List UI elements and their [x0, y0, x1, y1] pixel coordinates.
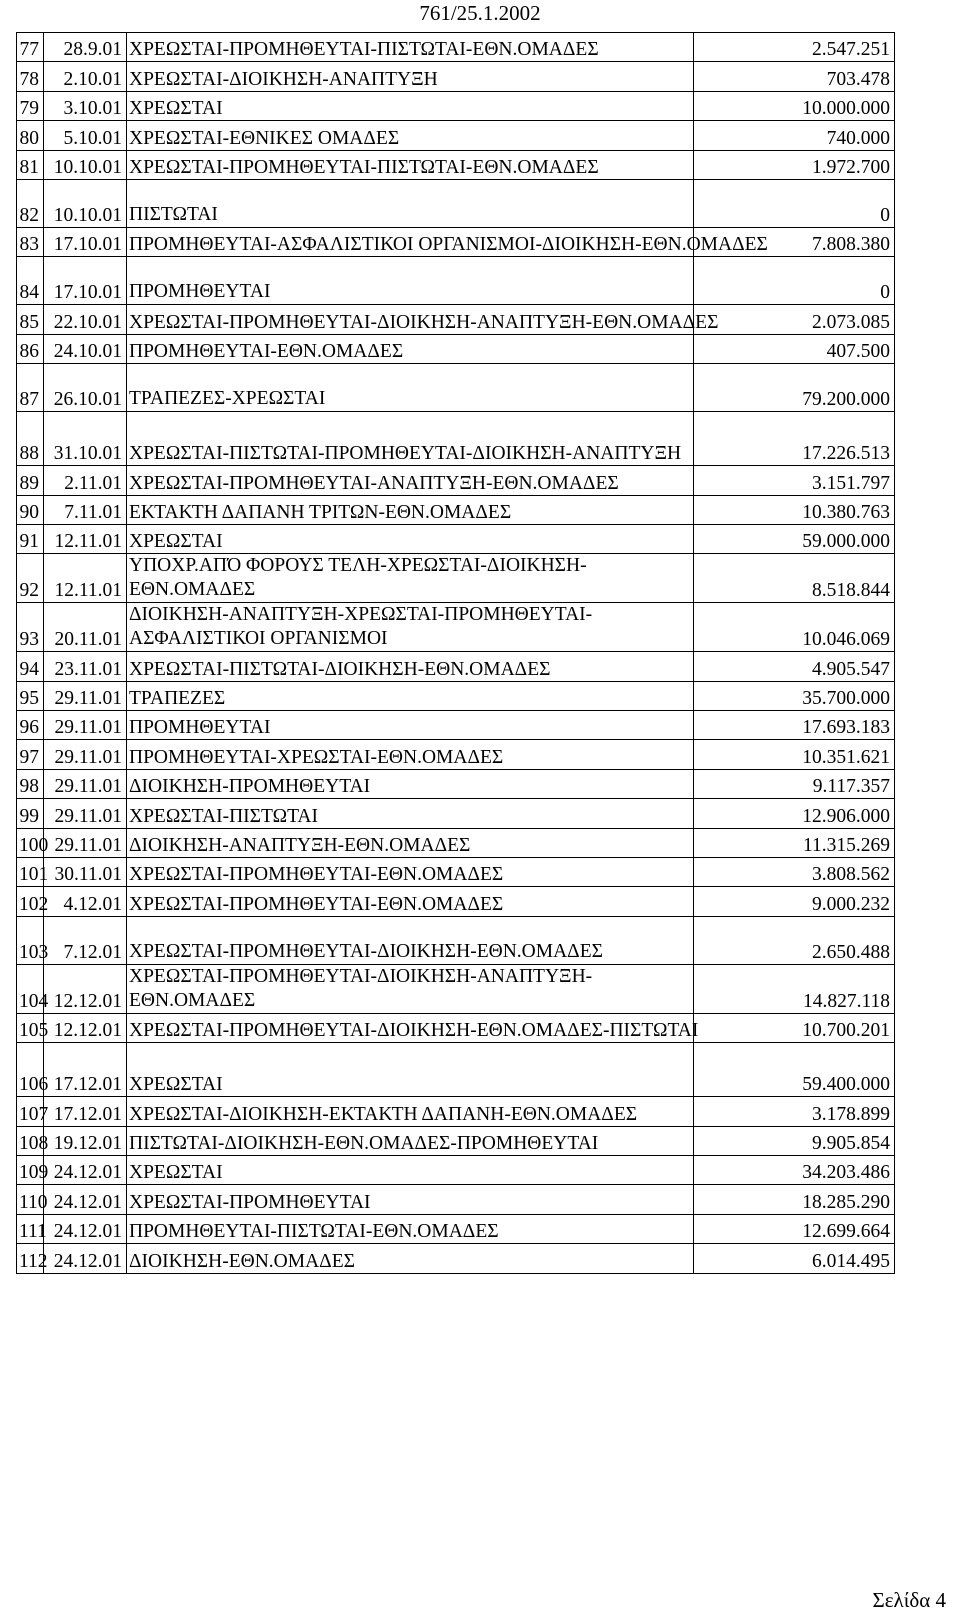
- amount-cell: 0: [694, 257, 895, 305]
- description-cell: ΧΡΕΩΣΤΑΙ-ΠΡΟΜΗΘΕΥΤΑΙ: [127, 1185, 694, 1214]
- amount-cell: 10.380.763: [694, 495, 895, 524]
- table-row: [17, 740, 895, 769]
- description-cell: ΧΡΕΩΣΤΑΙ: [127, 1043, 694, 1097]
- row-number-cell: 101: [17, 858, 44, 887]
- amount-cell: 2.073.085: [694, 305, 895, 334]
- amount-cell: 1.972.700: [694, 150, 895, 179]
- amount-cell: 2.547.251: [694, 33, 895, 62]
- amount-cell: 6.014.495: [694, 1244, 895, 1273]
- row-number-cell: 79: [17, 91, 44, 120]
- table-row: [17, 887, 895, 916]
- table-row: [17, 121, 895, 150]
- description-cell: ΧΡΕΩΣΤΑΙ-ΠΡΟΜΗΘΕΥΤΑΙ-ΕΘΝ.ΟΜΑΔΕΣ: [127, 858, 694, 887]
- table-row: [17, 964, 895, 1013]
- amount-cell: 9.117.357: [694, 769, 895, 798]
- description-cell: ΧΡΕΩΣΤΑΙ-ΠΡΟΜΗΘΕΥΤΑΙ-ΕΘΝ.ΟΜΑΔΕΣ: [127, 887, 694, 916]
- description-cell: ΧΡΕΩΣΤΑΙ-ΠΡΟΜΗΘΕΥΤΑΙ-ΠΙΣΤΩΤΑΙ-ΕΘΝ.ΟΜΑΔΕΣ: [127, 33, 694, 62]
- table-row: [17, 681, 895, 710]
- description-cell: ΧΡΕΩΣΤΑΙ-ΠΡΟΜΗΘΕΥΤΑΙ-ΠΙΣΤΩΤΑΙ-ΕΘΝ.ΟΜΑΔΕΣ: [127, 150, 694, 179]
- date-cell: 29.11.01: [44, 799, 127, 828]
- table-row: [17, 1214, 895, 1243]
- table-row: [17, 91, 895, 120]
- description-cell: ΔΙΟΙΚΗΣΗ-ΑΝΑΠΤΥΞΗ-ΕΘΝ.ΟΜΑΔΕΣ: [127, 828, 694, 857]
- date-cell: 4.12.01: [44, 887, 127, 916]
- row-number-cell: 82: [17, 179, 44, 227]
- row-number-cell: 96: [17, 711, 44, 740]
- date-cell: 29.11.01: [44, 769, 127, 798]
- table-row: [17, 769, 895, 798]
- description-cell: ΧΡΕΩΣΤΑΙ-ΕΘΝΙΚΕΣ ΟΜΑΔΕΣ: [127, 121, 694, 150]
- row-number-cell: 91: [17, 524, 44, 553]
- date-cell: 29.11.01: [44, 828, 127, 857]
- row-number-cell: 95: [17, 681, 44, 710]
- description-cell: ΔΙΟΙΚΗΣΗ-ΕΘΝ.ΟΜΑΔΕΣ: [127, 1244, 694, 1273]
- date-cell: 17.10.01: [44, 257, 127, 305]
- date-cell: 12.11.01: [44, 554, 127, 603]
- description-cell: ΧΡΕΩΣΤΑΙ: [127, 1155, 694, 1184]
- description-cell: ΧΡΕΩΣΤΑΙ-ΠΙΣΤΩΤΑΙ-ΔΙΟΙΚΗΣΗ-ΕΘΝ.ΟΜΑΔΕΣ: [127, 652, 694, 681]
- row-number-cell: 86: [17, 334, 44, 363]
- date-cell: 24.12.01: [44, 1155, 127, 1184]
- amount-cell: 59.000.000: [694, 524, 895, 553]
- date-cell: 5.10.01: [44, 121, 127, 150]
- amount-cell: 7.808.380: [694, 227, 895, 256]
- amount-cell: 10.351.621: [694, 740, 895, 769]
- table-row: [17, 799, 895, 828]
- amount-cell: 79.200.000: [694, 364, 895, 412]
- table-row: [17, 916, 895, 964]
- date-cell: 31.10.01: [44, 412, 127, 466]
- table-row: [17, 603, 895, 652]
- amount-cell: 2.650.488: [694, 916, 895, 964]
- row-number-cell: 97: [17, 740, 44, 769]
- description-cell: ΠΙΣΤΩΤΑΙ-ΔΙΟΙΚΗΣΗ-ΕΘΝ.ΟΜΑΔΕΣ-ΠΡΟΜΗΘΕΥΤΑΙ: [127, 1126, 694, 1155]
- table-row: [17, 828, 895, 857]
- description-cell: ΧΡΕΩΣΤΑΙ-ΠΡΟΜΗΘΕΥΤΑΙ-ΔΙΟΙΚΗΣΗ-ΕΘΝ.ΟΜΑΔΕΣ-ΠΙΣΤΩΤΑΙ: [127, 1013, 694, 1042]
- date-cell: 26.10.01: [44, 364, 127, 412]
- table-row: [17, 858, 895, 887]
- row-number-cell: 87: [17, 364, 44, 412]
- amount-cell: 34.203.486: [694, 1155, 895, 1184]
- date-cell: 12.11.01: [44, 524, 127, 553]
- row-number-cell: 103: [17, 916, 44, 964]
- date-cell: 7.11.01: [44, 495, 127, 524]
- description-cell: ΧΡΕΩΣΤΑΙ-ΠΡΟΜΗΘΕΥΤΑΙ-ΔΙΟΙΚΗΣΗ-ΕΘΝ.ΟΜΑΔΕΣ: [127, 916, 694, 964]
- date-cell: 10.10.01: [44, 150, 127, 179]
- table-row: [17, 412, 895, 466]
- amount-cell: 59.400.000: [694, 1043, 895, 1097]
- amount-cell: 11.315.269: [694, 828, 895, 857]
- date-cell: 24.12.01: [44, 1214, 127, 1243]
- date-cell: 2.11.01: [44, 466, 127, 495]
- row-number-cell: 102: [17, 887, 44, 916]
- date-cell: 17.12.01: [44, 1043, 127, 1097]
- amount-cell: 0: [694, 179, 895, 227]
- date-cell: 17.10.01: [44, 227, 127, 256]
- row-number-cell: 99: [17, 799, 44, 828]
- amount-cell: 12.906.000: [694, 799, 895, 828]
- amount-cell: 14.827.118: [694, 964, 895, 1013]
- description-cell: ΤΡΑΠΕΖΕΣ-ΧΡΕΩΣΤΑΙ: [127, 364, 694, 412]
- amount-cell: 3.178.899: [694, 1097, 895, 1126]
- table-row: [17, 1185, 895, 1214]
- amount-cell: 18.285.290: [694, 1185, 895, 1214]
- date-cell: 24.12.01: [44, 1244, 127, 1273]
- date-cell: 7.12.01: [44, 916, 127, 964]
- date-cell: 30.11.01: [44, 858, 127, 887]
- row-number-cell: 98: [17, 769, 44, 798]
- date-cell: 22.10.01: [44, 305, 127, 334]
- date-cell: 28.9.01: [44, 33, 127, 62]
- amount-cell: 9.000.232: [694, 887, 895, 916]
- description-cell: ΠΡΟΜΗΘΕΥΤΑΙ: [127, 711, 694, 740]
- amount-cell: 8.518.844: [694, 554, 895, 603]
- amount-cell: 3.151.797: [694, 466, 895, 495]
- description-cell: ΧΡΕΩΣΤΑΙ-ΠΡΟΜΗΘΕΥΤΑΙ-ΑΝΑΠΤΥΞΗ-ΕΘΝ.ΟΜΑΔΕΣ: [127, 466, 694, 495]
- table-row: [17, 334, 895, 363]
- description-cell: ΠΡΟΜΗΘΕΥΤΑΙ-ΕΘΝ.ΟΜΑΔΕΣ: [127, 334, 694, 363]
- date-cell: 24.10.01: [44, 334, 127, 363]
- row-number-cell: 78: [17, 62, 44, 91]
- date-cell: 2.10.01: [44, 62, 127, 91]
- table-row: [17, 1097, 895, 1126]
- description-cell: ΠΡΟΜΗΘΕΥΤΑΙ: [127, 257, 694, 305]
- description-cell: ΠΡΟΜΗΘΕΥΤΑΙ-ΠΙΣΤΩΤΑΙ-ΕΘΝ.ΟΜΑΔΕΣ: [127, 1214, 694, 1243]
- table-row: [17, 466, 895, 495]
- description-cell: ΥΠΟΧΡ.ΑΠΌ ΦΟΡΟΥΣ ΤΕΛΗ-ΧΡΕΩΣΤΑΙ-ΔΙΟΙΚΗΣΗ-ΕΘΝ.ΟΜΑΔΕΣ: [127, 554, 694, 603]
- table-row: [17, 33, 895, 62]
- table-row: [17, 495, 895, 524]
- row-number-cell: 107: [17, 1097, 44, 1126]
- amount-cell: 4.905.547: [694, 652, 895, 681]
- table-row: [17, 364, 895, 412]
- table-row: [17, 305, 895, 334]
- amount-cell: 17.226.513: [694, 412, 895, 466]
- description-cell: ΔΙΟΙΚΗΣΗ-ΠΡΟΜΗΘΕΥΤΑΙ: [127, 769, 694, 798]
- date-cell: 3.10.01: [44, 91, 127, 120]
- row-number-cell: 80: [17, 121, 44, 150]
- row-number-cell: 84: [17, 257, 44, 305]
- row-number-cell: 106: [17, 1043, 44, 1097]
- table-row: [17, 1155, 895, 1184]
- description-cell: ΧΡΕΩΣΤΑΙ-ΠΡΟΜΗΘΕΥΤΑΙ-ΔΙΟΙΚΗΣΗ-ΑΝΑΠΤΥΞΗ-ΕΘΝ.ΟΜΑΔΕΣ: [127, 305, 694, 334]
- amount-cell: 17.693.183: [694, 711, 895, 740]
- amount-cell: 12.699.664: [694, 1214, 895, 1243]
- description-cell: ΠΙΣΤΩΤΑΙ: [127, 179, 694, 227]
- description-cell: ΧΡΕΩΣΤΑΙ-ΠΡΟΜΗΘΕΥΤΑΙ-ΔΙΟΙΚΗΣΗ-ΑΝΑΠΤΥΞΗ-ΕΘΝ.ΟΜΑΔΕΣ: [127, 964, 694, 1013]
- table-row: [17, 1043, 895, 1097]
- table-row: [17, 1126, 895, 1155]
- amount-cell: 35.700.000: [694, 681, 895, 710]
- date-cell: 20.11.01: [44, 603, 127, 652]
- row-number-cell: 85: [17, 305, 44, 334]
- row-number-cell: 109: [17, 1155, 44, 1184]
- date-cell: 29.11.01: [44, 740, 127, 769]
- table-row: [17, 524, 895, 553]
- date-cell: 12.12.01: [44, 964, 127, 1013]
- row-number-cell: 105: [17, 1013, 44, 1042]
- row-number-cell: 90: [17, 495, 44, 524]
- date-cell: 12.12.01: [44, 1013, 127, 1042]
- row-number-cell: 94: [17, 652, 44, 681]
- amount-cell: 407.500: [694, 334, 895, 363]
- date-cell: 17.12.01: [44, 1097, 127, 1126]
- date-cell: 29.11.01: [44, 711, 127, 740]
- date-cell: 24.12.01: [44, 1185, 127, 1214]
- table-row: [17, 711, 895, 740]
- table-row: [17, 150, 895, 179]
- description-cell: ΧΡΕΩΣΤΑΙ: [127, 91, 694, 120]
- table-row: [17, 257, 895, 305]
- table-row: [17, 554, 895, 603]
- description-cell: ΔΙΟΙΚΗΣΗ-ΑΝΑΠΤΥΞΗ-ΧΡΕΩΣΤΑΙ-ΠΡΟΜΗΘΕΥΤΑΙ-ΑΣΦΑΛΙΣΤΙΚΟΙ ΟΡΓΑΝΙΣΜΟΙ: [127, 603, 694, 652]
- amount-cell: 10.000.000: [694, 91, 895, 120]
- transactions-table-body: [17, 33, 895, 1274]
- row-number-cell: 77: [17, 33, 44, 62]
- table-row: [17, 62, 895, 91]
- table-row: [17, 652, 895, 681]
- row-number-cell: 108: [17, 1126, 44, 1155]
- description-cell: ΧΡΕΩΣΤΑΙ-ΔΙΟΙΚΗΣΗ-ΑΝΑΠΤΥΞΗ: [127, 62, 694, 91]
- description-cell: ΤΡΑΠΕΖΕΣ: [127, 681, 694, 710]
- date-cell: 29.11.01: [44, 681, 127, 710]
- row-number-cell: 111: [17, 1214, 44, 1243]
- row-number-cell: 112: [17, 1244, 44, 1273]
- table-row: [17, 1244, 895, 1273]
- date-cell: 23.11.01: [44, 652, 127, 681]
- table-row: [17, 1013, 895, 1042]
- row-number-cell: 83: [17, 227, 44, 256]
- row-number-cell: 92: [17, 554, 44, 603]
- transactions-table: [16, 32, 895, 1274]
- amount-cell: 9.905.854: [694, 1126, 895, 1155]
- description-cell: ΧΡΕΩΣΤΑΙ: [127, 524, 694, 553]
- description-cell: ΠΡΟΜΗΘΕΥΤΑΙ-ΧΡΕΩΣΤΑΙ-ΕΘΝ.ΟΜΑΔΕΣ: [127, 740, 694, 769]
- description-cell: ΕΚΤΑΚΤΗ ΔΑΠΑΝΗ ΤΡΙΤΩΝ-ΕΘΝ.ΟΜΑΔΕΣ: [127, 495, 694, 524]
- amount-cell: 740.000: [694, 121, 895, 150]
- row-number-cell: 89: [17, 466, 44, 495]
- row-number-cell: 93: [17, 603, 44, 652]
- date-cell: 19.12.01: [44, 1126, 127, 1155]
- row-number-cell: 88: [17, 412, 44, 466]
- table-row: [17, 179, 895, 227]
- table-row: [17, 227, 895, 256]
- row-number-cell: 110: [17, 1185, 44, 1214]
- description-cell: ΧΡΕΩΣΤΑΙ-ΠΙΣΤΩΤΑΙ-ΠΡΟΜΗΘΕΥΤΑΙ-ΔΙΟΙΚΗΣΗ-ΑΝΑΠΤΥΞΗ: [127, 412, 694, 466]
- amount-cell: 10.700.201: [694, 1013, 895, 1042]
- amount-cell: 3.808.562: [694, 858, 895, 887]
- description-cell: ΧΡΕΩΣΤΑΙ-ΠΙΣΤΩΤΑΙ: [127, 799, 694, 828]
- date-cell: 10.10.01: [44, 179, 127, 227]
- row-number-cell: 81: [17, 150, 44, 179]
- page-number: Σελίδα 4: [872, 1588, 946, 1612]
- amount-cell: 703.478: [694, 62, 895, 91]
- amount-cell: 10.046.069: [694, 603, 895, 652]
- row-number-cell: 104: [17, 964, 44, 1013]
- description-cell: ΠΡΟΜΗΘΕΥΤΑΙ-ΑΣΦΑΛΙΣΤΙΚΟΙ ΟΡΓΑΝΙΣΜΟΙ-ΔΙΟΙΚΗΣΗ-ΕΘΝ.ΟΜΑΔΕΣ: [127, 227, 694, 256]
- document-reference-header: 761/25.1.2002: [419, 1, 541, 25]
- row-number-cell: 100: [17, 828, 44, 857]
- description-cell: ΧΡΕΩΣΤΑΙ-ΔΙΟΙΚΗΣΗ-ΕΚΤΑΚΤΗ ΔΑΠΑΝΗ-ΕΘΝ.ΟΜΑΔΕΣ: [127, 1097, 694, 1126]
